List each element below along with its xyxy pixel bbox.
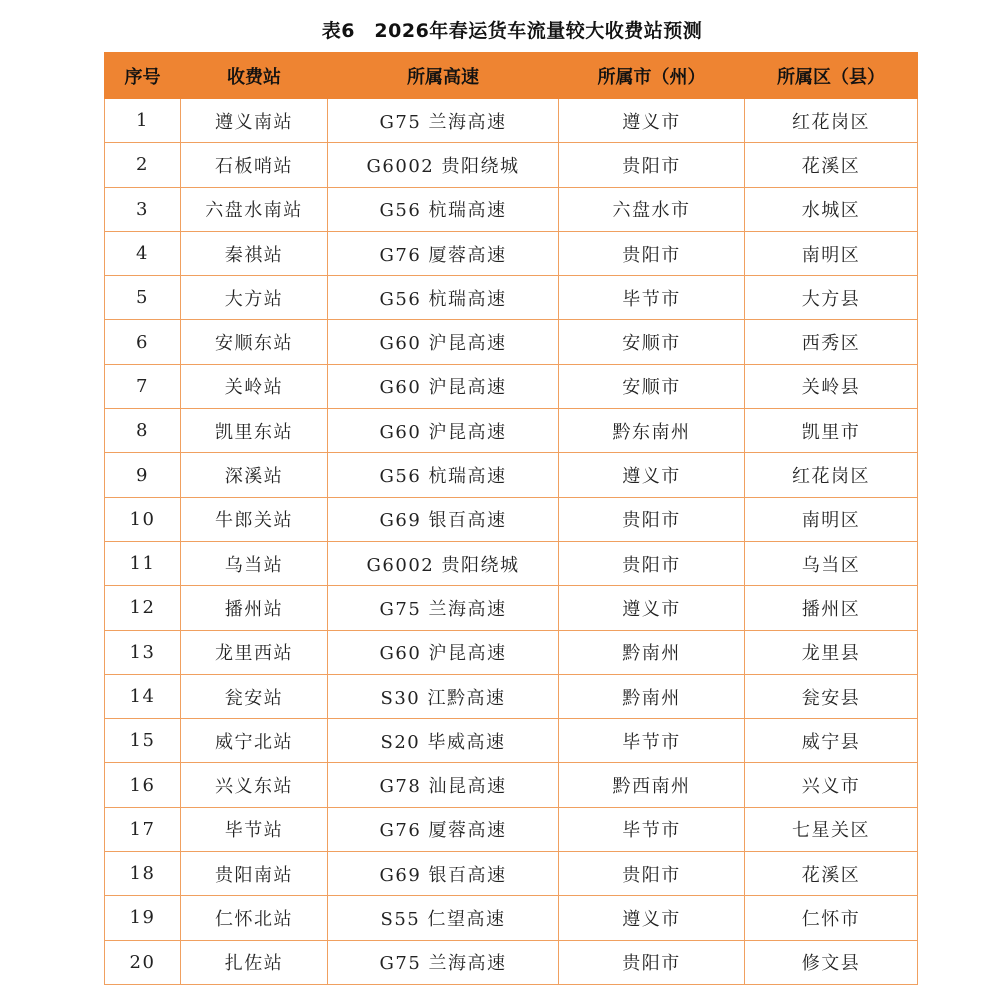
cell-expressway: S55 仁望高速 [328,896,559,940]
table-row [105,586,918,630]
cell-index: 17 [105,807,181,851]
cell-city: 黔西南州 [559,763,745,807]
cell-city: 遵义市 [559,99,745,143]
cell-station: 威宁北站 [181,719,328,763]
cell-index: 11 [105,541,181,585]
cell-station: 石板哨站 [181,143,328,187]
cell-district: 关岭县 [745,364,918,408]
table-row [105,143,918,187]
cell-station: 乌当站 [181,541,328,585]
cell-station: 遵义南站 [181,99,328,143]
table-row [105,231,918,275]
cell-station: 播州站 [181,586,328,630]
cell-expressway: G6002 贵阳绕城 [328,541,559,585]
cell-index: 16 [105,763,181,807]
cell-district: 仁怀市 [745,896,918,940]
cell-expressway: S30 江黔高速 [328,674,559,718]
cell-city: 毕节市 [559,276,745,320]
cell-index: 14 [105,674,181,718]
cell-index: 4 [105,231,181,275]
table-row [105,541,918,585]
cell-index: 18 [105,852,181,896]
cell-expressway: G69 银百高速 [328,497,559,541]
cell-district: 七星关区 [745,807,918,851]
cell-city: 贵阳市 [559,541,745,585]
cell-index: 1 [105,99,181,143]
cell-index: 6 [105,320,181,364]
cell-index: 15 [105,719,181,763]
header-expressway: 所属高速 [328,53,559,99]
cell-district: 播州区 [745,586,918,630]
cell-district: 龙里县 [745,630,918,674]
cell-city: 毕节市 [559,807,745,851]
cell-expressway: G60 沪昆高速 [328,409,559,453]
table-row [105,763,918,807]
cell-station: 兴义东站 [181,763,328,807]
cell-city: 毕节市 [559,719,745,763]
cell-index: 20 [105,940,181,984]
cell-station: 凯里东站 [181,409,328,453]
cell-index: 7 [105,364,181,408]
cell-district: 南明区 [745,497,918,541]
cell-city: 贵阳市 [559,143,745,187]
table-row [105,276,918,320]
cell-expressway: G6002 贵阳绕城 [328,143,559,187]
cell-district: 西秀区 [745,320,918,364]
cell-district: 花溪区 [745,143,918,187]
table-header-row [105,53,918,99]
cell-expressway: G60 沪昆高速 [328,320,559,364]
cell-district: 瓮安县 [745,674,918,718]
cell-district: 威宁县 [745,719,918,763]
table-row [105,852,918,896]
cell-city: 遵义市 [559,586,745,630]
cell-index: 12 [105,586,181,630]
cell-station: 关岭站 [181,364,328,408]
cell-expressway: G75 兰海高速 [328,586,559,630]
cell-index: 19 [105,896,181,940]
cell-index: 5 [105,276,181,320]
table-row [105,497,918,541]
table-row [105,719,918,763]
cell-district: 红花岗区 [745,99,918,143]
table-row [105,453,918,497]
cell-station: 瓮安站 [181,674,328,718]
cell-expressway: G56 杭瑞高速 [328,276,559,320]
cell-index: 8 [105,409,181,453]
header-district: 所属区（县） [745,53,918,99]
table-row [105,364,918,408]
cell-district: 南明区 [745,231,918,275]
cell-station: 龙里西站 [181,630,328,674]
cell-city: 遵义市 [559,453,745,497]
cell-station: 大方站 [181,276,328,320]
cell-expressway: G69 银百高速 [328,852,559,896]
cell-station: 仁怀北站 [181,896,328,940]
cell-city: 贵阳市 [559,940,745,984]
table-row [105,320,918,364]
cell-expressway: G56 杭瑞高速 [328,453,559,497]
cell-city: 六盘水市 [559,187,745,231]
cell-city: 贵阳市 [559,852,745,896]
table-body [105,99,918,985]
table-row [105,630,918,674]
cell-station: 毕节站 [181,807,328,851]
cell-district: 兴义市 [745,763,918,807]
header-city: 所属市（州） [559,53,745,99]
cell-district: 修文县 [745,940,918,984]
table-row [105,674,918,718]
cell-district: 大方县 [745,276,918,320]
table-row [105,99,918,143]
cell-expressway: G56 杭瑞高速 [328,187,559,231]
table-row [105,409,918,453]
cell-city: 黔南州 [559,674,745,718]
cell-city: 遵义市 [559,896,745,940]
cell-expressway: S20 毕威高速 [328,719,559,763]
header-index: 序号 [105,53,181,99]
cell-station: 安顺东站 [181,320,328,364]
table-row [105,807,918,851]
cell-expressway: G76 厦蓉高速 [328,807,559,851]
cell-district: 花溪区 [745,852,918,896]
cell-station: 秦祺站 [181,231,328,275]
cell-city: 安顺市 [559,364,745,408]
table-row [105,896,918,940]
cell-expressway: G60 沪昆高速 [328,364,559,408]
cell-city: 黔东南州 [559,409,745,453]
table-row [105,940,918,984]
table-row [105,187,918,231]
cell-expressway: G75 兰海高速 [328,940,559,984]
cell-station: 牛郎关站 [181,497,328,541]
cell-city: 黔南州 [559,630,745,674]
cell-district: 凯里市 [745,409,918,453]
cell-index: 9 [105,453,181,497]
header-station: 收费站 [181,53,328,99]
cell-city: 贵阳市 [559,497,745,541]
cell-station: 贵阳南站 [181,852,328,896]
cell-station: 六盘水南站 [181,187,328,231]
cell-district: 乌当区 [745,541,918,585]
cell-index: 3 [105,187,181,231]
cell-district: 水城区 [745,187,918,231]
table-title: 表6 2026年春运货车流量较大收费站预测 [321,20,703,42]
cell-index: 13 [105,630,181,674]
cell-station: 深溪站 [181,453,328,497]
cell-index: 10 [105,497,181,541]
cell-city: 贵阳市 [559,231,745,275]
cell-station: 扎佐站 [181,940,328,984]
cell-expressway: G78 汕昆高速 [328,763,559,807]
cell-expressway: G75 兰海高速 [328,99,559,143]
toll-station-table [104,52,918,985]
cell-city: 安顺市 [559,320,745,364]
cell-index: 2 [105,143,181,187]
cell-expressway: G76 厦蓉高速 [328,231,559,275]
cell-district: 红花岗区 [745,453,918,497]
cell-expressway: G60 沪昆高速 [328,630,559,674]
